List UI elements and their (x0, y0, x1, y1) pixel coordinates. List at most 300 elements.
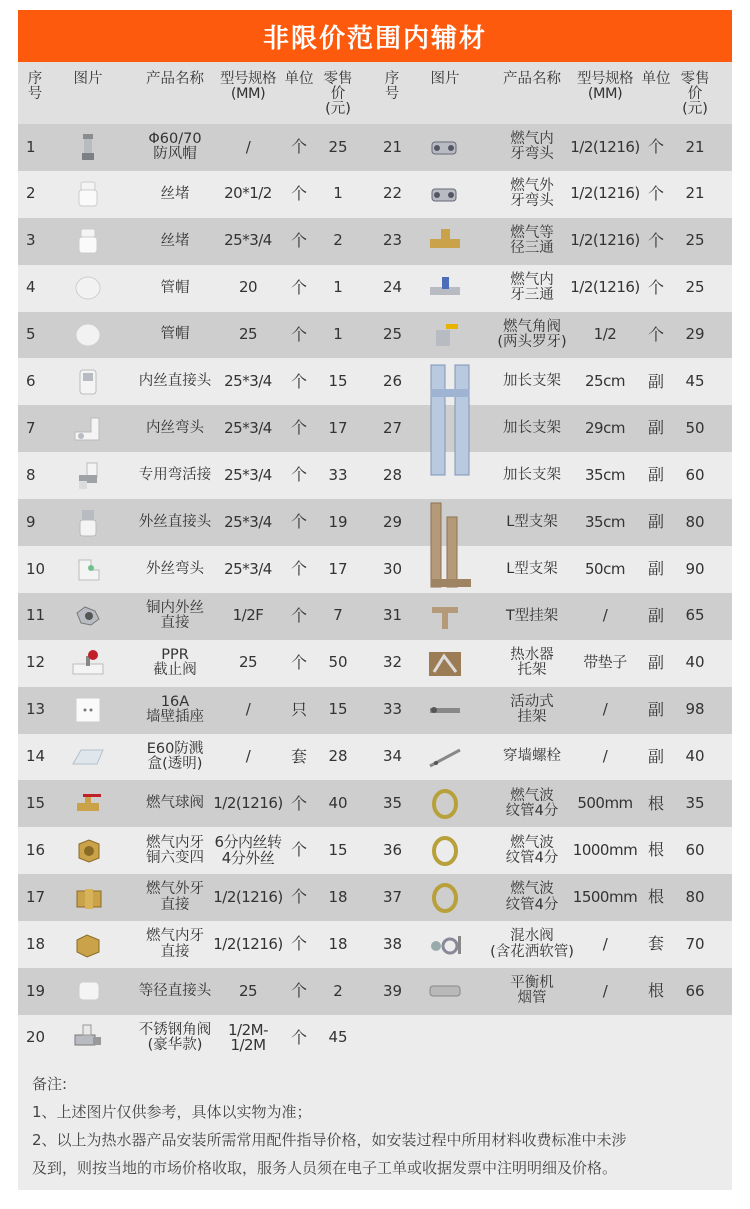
item-number: 19 (26, 981, 46, 1000)
table-row (375, 921, 732, 968)
table-row (375, 687, 732, 734)
item-spec: 1/2(1216) (570, 184, 640, 203)
plug-icon (71, 179, 105, 209)
item-number: 36 (383, 840, 403, 859)
item-unit: 个 (290, 277, 307, 297)
table-row (375, 218, 732, 265)
item-unit: 个 (290, 418, 307, 438)
item-image (413, 968, 477, 1015)
item-image (413, 734, 477, 781)
item-unit: 个 (647, 324, 664, 344)
table-row (18, 827, 375, 874)
item-image (413, 921, 477, 968)
item-unit: 个 (290, 371, 307, 391)
item-price: 80 (685, 887, 705, 906)
item-unit: 根 (647, 887, 664, 907)
table-row (375, 827, 732, 874)
item-spec: 1/2(1216) (570, 231, 640, 250)
gas-tee-icon (428, 273, 462, 303)
flue-pipe-icon (428, 976, 462, 1006)
notes (18, 1070, 732, 1182)
item-unit: 副 (647, 465, 664, 485)
item-spec: / (602, 606, 608, 625)
pipe-cap-icon (71, 320, 105, 350)
item-image (56, 687, 120, 734)
item-price: 1 (333, 325, 343, 344)
item-image (56, 546, 120, 593)
item-price: 45 (328, 1028, 348, 1047)
item-name: 专用弯活接 (138, 467, 212, 484)
item-number: 37 (383, 887, 403, 906)
item-price: 15 (328, 840, 348, 859)
item-number: 33 (383, 700, 403, 719)
header-no: 序号 (27, 71, 43, 102)
item-unit: 副 (647, 371, 664, 391)
left-table-body (18, 124, 375, 1062)
item-spec: 1/2(1216) (570, 278, 640, 297)
item-image (413, 124, 477, 171)
price-sheet (18, 10, 732, 1190)
item-price: 29 (685, 325, 705, 344)
header-unit: 单位 (641, 71, 671, 87)
item-price: 1 (333, 184, 343, 203)
item-price: 50 (685, 418, 705, 437)
item-spec: 1/2(1216) (213, 887, 283, 906)
angle-valve-icon (71, 1023, 105, 1053)
item-unit: 个 (290, 887, 307, 907)
item-spec: 1/2 (593, 325, 617, 344)
item-number: 38 (383, 934, 403, 953)
item-price: 35 (685, 794, 705, 813)
item-number: 13 (26, 700, 46, 719)
item-number: 22 (383, 184, 403, 203)
item-spec: 6分内丝转 4分外丝 (214, 833, 282, 867)
stop-valve-icon (71, 648, 105, 678)
item-unit: 副 (647, 605, 664, 625)
item-name: 管帽 (160, 326, 190, 343)
item-unit: 个 (647, 230, 664, 250)
item-name: L型支架 (506, 513, 558, 530)
item-spec: / (602, 747, 608, 766)
table-row (375, 124, 732, 171)
item-image (56, 640, 120, 687)
male-coupling-icon (71, 508, 105, 538)
item-number: 10 (26, 559, 46, 578)
table-row (18, 265, 375, 312)
item-image (413, 827, 477, 874)
item-number: 20 (26, 1028, 46, 1047)
item-name: 燃气外牙 直接 (146, 881, 204, 913)
extension-bracket-icon (425, 359, 485, 500)
item-image (56, 921, 120, 968)
female-elbow-icon (71, 414, 105, 444)
item-price: 18 (328, 887, 348, 906)
item-spec: 25cm (585, 372, 625, 391)
notes-line-1: 1、上述图片仅供参考，具体以实物为准； (32, 1103, 312, 1121)
item-spec: 1000mm (572, 840, 638, 859)
t-hanger-icon (428, 601, 462, 631)
item-spec: 20*1/2 (224, 184, 272, 203)
item-price: 21 (685, 137, 705, 156)
item-name: 16A 墙壁插座 (146, 693, 204, 726)
item-number: 4 (26, 278, 36, 297)
item-price: 45 (685, 372, 705, 391)
header-price: 零售 价(元) (680, 71, 710, 117)
right-table-body (375, 124, 732, 1015)
item-number: 2 (26, 184, 36, 203)
item-image (413, 171, 477, 218)
item-spec: / (602, 981, 608, 1000)
right-table (375, 62, 732, 1015)
item-spec: 20 (238, 278, 258, 297)
item-price: 15 (328, 372, 348, 391)
item-unit: 个 (290, 652, 307, 672)
item-price: 66 (685, 981, 705, 1000)
item-unit: 个 (290, 230, 307, 250)
item-spec: / (245, 747, 251, 766)
corrugated-hose-icon (428, 883, 462, 913)
item-unit: 个 (290, 512, 307, 532)
item-image (56, 968, 120, 1015)
item-price: 40 (328, 794, 348, 813)
item-unit: 个 (290, 793, 307, 813)
item-name: 管帽 (160, 279, 190, 296)
item-number: 14 (26, 747, 46, 766)
table-row (18, 780, 375, 827)
item-name: 燃气波 纹管4分 (505, 787, 559, 819)
item-name: PPR 截止阀 (153, 647, 197, 679)
item-number: 31 (383, 606, 403, 625)
item-name: 燃气球阀 (146, 795, 204, 812)
table-row (18, 968, 375, 1015)
item-spec: 25*3/4 (224, 559, 272, 578)
table-row (18, 452, 375, 499)
item-image (413, 874, 477, 921)
item-price: 40 (685, 653, 705, 672)
item-number: 11 (26, 606, 46, 625)
item-image (56, 171, 120, 218)
table-row (375, 171, 732, 218)
item-unit: 个 (290, 137, 307, 157)
header-name: 产品名称 (503, 71, 561, 87)
item-unit: 个 (290, 1027, 307, 1047)
item-spec: / (245, 700, 251, 719)
item-unit: 个 (290, 324, 307, 344)
female-coupling-icon (71, 367, 105, 397)
item-number: 17 (26, 887, 46, 906)
item-image (56, 780, 120, 827)
item-name: Φ60/70 防风帽 (148, 131, 202, 163)
table-row (375, 593, 732, 640)
item-number: 21 (383, 137, 403, 156)
item-spec: 25*3/4 (224, 231, 272, 250)
table-row (18, 546, 375, 593)
header-spec: 型号规格 (MM) (220, 71, 276, 102)
notes-line-2: 2、以上为热水器产品安装所需常用配件指导价格，如安装过程中所用材料收费标准中未涉 (32, 1131, 627, 1149)
item-image (56, 734, 120, 781)
item-image (56, 265, 120, 312)
item-number: 29 (383, 512, 403, 531)
item-name: 内丝弯头 (146, 420, 204, 437)
item-name: 外丝直接头 (138, 513, 212, 530)
item-name: 燃气内 牙弯头 (510, 131, 554, 163)
table-row (18, 687, 375, 734)
table-row (18, 405, 375, 452)
item-name: 加长支架 (503, 373, 561, 390)
item-price: 90 (685, 559, 705, 578)
item-price: 70 (685, 934, 705, 953)
item-name: 燃气等 径三通 (510, 225, 554, 257)
item-image (413, 687, 477, 734)
item-name: 等径直接头 (138, 982, 212, 999)
item-name: 燃气角阀 (两头罗牙) (497, 318, 567, 350)
header-name: 产品名称 (146, 71, 204, 87)
item-name: L型支架 (506, 560, 558, 577)
item-unit: 个 (290, 605, 307, 625)
item-name: 平衡机 烟管 (510, 975, 554, 1007)
header-img: 图片 (73, 71, 103, 87)
item-price: 60 (685, 465, 705, 484)
vent-cap-icon (71, 132, 105, 162)
item-name: 不锈钢角阀 (豪华款) (138, 1022, 212, 1054)
item-price: 60 (685, 840, 705, 859)
table-header (375, 62, 732, 124)
item-unit: 套 (290, 746, 307, 766)
item-image (413, 218, 477, 265)
table-row (375, 874, 732, 921)
item-name: E60防溅 盒(透明) (146, 740, 204, 773)
item-name: 燃气波 纹管4分 (505, 881, 559, 913)
header-spec: 型号规格 (MM) (577, 71, 633, 102)
item-price: 17 (328, 418, 348, 437)
table-row (18, 218, 375, 265)
item-spec: 1500mm (572, 887, 638, 906)
item-number: 23 (383, 231, 403, 250)
item-unit: 副 (647, 418, 664, 438)
l-bracket-icon (425, 499, 485, 593)
item-price: 25 (685, 278, 705, 297)
item-price: 28 (328, 747, 348, 766)
item-image (56, 827, 120, 874)
table-row (18, 358, 375, 405)
item-spec: 25*3/4 (224, 465, 272, 484)
item-unit: 副 (647, 746, 664, 766)
item-number: 39 (383, 981, 403, 1000)
item-number: 30 (383, 559, 403, 578)
elbow-union-icon (71, 461, 105, 491)
wall-bolt-icon (428, 742, 462, 772)
item-number: 5 (26, 325, 36, 344)
item-name: 外丝弯头 (146, 560, 204, 577)
item-number: 1 (26, 137, 36, 156)
item-price: 1 (333, 278, 343, 297)
male-elbow-icon (71, 554, 105, 584)
item-number: 27 (383, 418, 403, 437)
item-number: 24 (383, 278, 403, 297)
item-price: 15 (328, 700, 348, 719)
item-spec: 25 (238, 653, 258, 672)
item-name: 热水器 托架 (510, 647, 554, 679)
item-spec: 35cm (585, 465, 625, 484)
item-spec: 35cm (585, 512, 625, 531)
item-price: 19 (328, 512, 348, 531)
item-image (56, 312, 120, 359)
item-image (56, 405, 120, 452)
item-price: 25 (328, 137, 348, 156)
item-price: 18 (328, 934, 348, 953)
item-spec: 1/2(1216) (213, 934, 283, 953)
table-row (18, 124, 375, 171)
item-price: 25 (685, 231, 705, 250)
item-price: 17 (328, 559, 348, 578)
item-spec: 50cm (585, 559, 625, 578)
item-unit: 只 (290, 699, 307, 719)
item-image (56, 874, 120, 921)
item-number: 8 (26, 465, 36, 484)
item-unit: 个 (290, 934, 307, 954)
header-price: 零售 价(元) (323, 71, 353, 117)
item-price: 7 (333, 606, 343, 625)
item-spec: 25 (238, 325, 258, 344)
item-price: 98 (685, 700, 705, 719)
notes-line-3: 及到，则按当地的市场价格收取，服务人员须在电子工单或收据发票中注明明细及价格。 (32, 1159, 618, 1177)
corrugated-hose-icon (428, 836, 462, 866)
item-unit: 个 (290, 840, 307, 860)
item-spec: / (602, 700, 608, 719)
table-row (375, 968, 732, 1015)
table-row (18, 640, 375, 687)
brass-nipple-icon (71, 883, 105, 913)
item-number: 9 (26, 512, 36, 531)
straight-coupling-icon (71, 976, 105, 1006)
item-name: 内丝直接头 (138, 373, 212, 390)
item-name: 燃气外 牙弯头 (510, 178, 554, 210)
item-unit: 个 (647, 277, 664, 297)
table-row (18, 921, 375, 968)
item-image (413, 312, 477, 359)
item-unit: 副 (647, 559, 664, 579)
item-unit: 个 (290, 981, 307, 1001)
item-image (56, 593, 120, 640)
item-price: 50 (328, 653, 348, 672)
item-name: T型挂架 (505, 607, 559, 624)
heater-bracket-icon (428, 648, 462, 678)
item-number: 15 (26, 794, 46, 813)
table-row (18, 312, 375, 359)
item-spec: 25*3/4 (224, 512, 272, 531)
item-spec: 25*3/4 (224, 372, 272, 391)
item-price: 40 (685, 747, 705, 766)
table-row (375, 734, 732, 781)
item-name: 活动式 挂架 (510, 693, 554, 726)
item-spec: 25 (238, 981, 258, 1000)
item-unit: 个 (290, 465, 307, 485)
item-unit: 副 (647, 512, 664, 532)
item-number: 3 (26, 231, 36, 250)
item-unit: 个 (290, 183, 307, 203)
item-unit: 根 (647, 981, 664, 1001)
item-number: 32 (383, 653, 403, 672)
table-row (18, 171, 375, 218)
item-number: 18 (26, 934, 46, 953)
table-row (18, 499, 375, 546)
item-spec: 1/2(1216) (570, 137, 640, 156)
item-price: 33 (328, 465, 348, 484)
item-image (413, 780, 477, 827)
table-header (18, 62, 375, 124)
item-spec: 29cm (585, 418, 625, 437)
left-table (18, 62, 375, 1062)
item-image (56, 1015, 120, 1062)
item-image (56, 124, 120, 171)
item-image (413, 593, 477, 640)
pipe-cap-icon (71, 273, 105, 303)
item-name: 丝堵 (160, 232, 190, 249)
item-number: 26 (383, 372, 403, 391)
header-no: 序号 (384, 71, 400, 102)
item-number: 35 (383, 794, 403, 813)
item-price: 2 (333, 981, 343, 1000)
brass-reducer-icon (71, 836, 105, 866)
item-price: 2 (333, 231, 343, 250)
item-spec: / (245, 137, 251, 156)
brass-tee-icon (428, 226, 462, 256)
item-number: 12 (26, 653, 46, 672)
header-img: 图片 (430, 71, 460, 87)
table-row (375, 312, 732, 359)
item-name: 燃气内牙 铜六变四 (146, 834, 204, 866)
item-name: 加长支架 (503, 420, 561, 437)
plug-icon (71, 226, 105, 256)
item-spec: 带垫子 (583, 653, 627, 672)
item-number: 6 (26, 372, 36, 391)
item-image (56, 358, 120, 405)
item-name: 穿墙螺栓 (503, 748, 561, 765)
movable-hanger-icon (428, 695, 462, 725)
corrugated-hose-icon (428, 789, 462, 819)
item-unit: 套 (647, 934, 664, 954)
gas-elbow-icon (428, 179, 462, 209)
item-unit: 个 (647, 137, 664, 157)
table-row (18, 593, 375, 640)
table-row (375, 265, 732, 312)
table-row (18, 874, 375, 921)
item-name: 燃气波 纹管4分 (505, 834, 559, 866)
item-number: 25 (383, 325, 403, 344)
brass-adapter-icon (71, 601, 105, 631)
item-name: 铜内外丝 直接 (146, 600, 204, 632)
item-price: 65 (685, 606, 705, 625)
item-number: 16 (26, 840, 46, 859)
gas-angle-valve-icon (428, 320, 462, 350)
item-name: 燃气内 牙三通 (510, 271, 554, 304)
item-spec: 1/2F (232, 606, 264, 625)
item-unit: 副 (647, 699, 664, 719)
item-unit: 个 (290, 559, 307, 579)
item-spec: 500mm (577, 794, 633, 813)
item-number: 28 (383, 465, 403, 484)
item-spec: / (602, 934, 608, 953)
table-row (375, 640, 732, 687)
table-row (18, 734, 375, 781)
notes-heading: 备注: (32, 1075, 68, 1093)
item-name: 加长支架 (503, 467, 561, 484)
header-unit: 单位 (284, 71, 314, 87)
mixing-valve-icon (428, 930, 462, 960)
item-unit: 根 (647, 840, 664, 860)
item-number: 34 (383, 747, 403, 766)
item-spec: 1/2M- 1/2M (228, 1020, 268, 1055)
